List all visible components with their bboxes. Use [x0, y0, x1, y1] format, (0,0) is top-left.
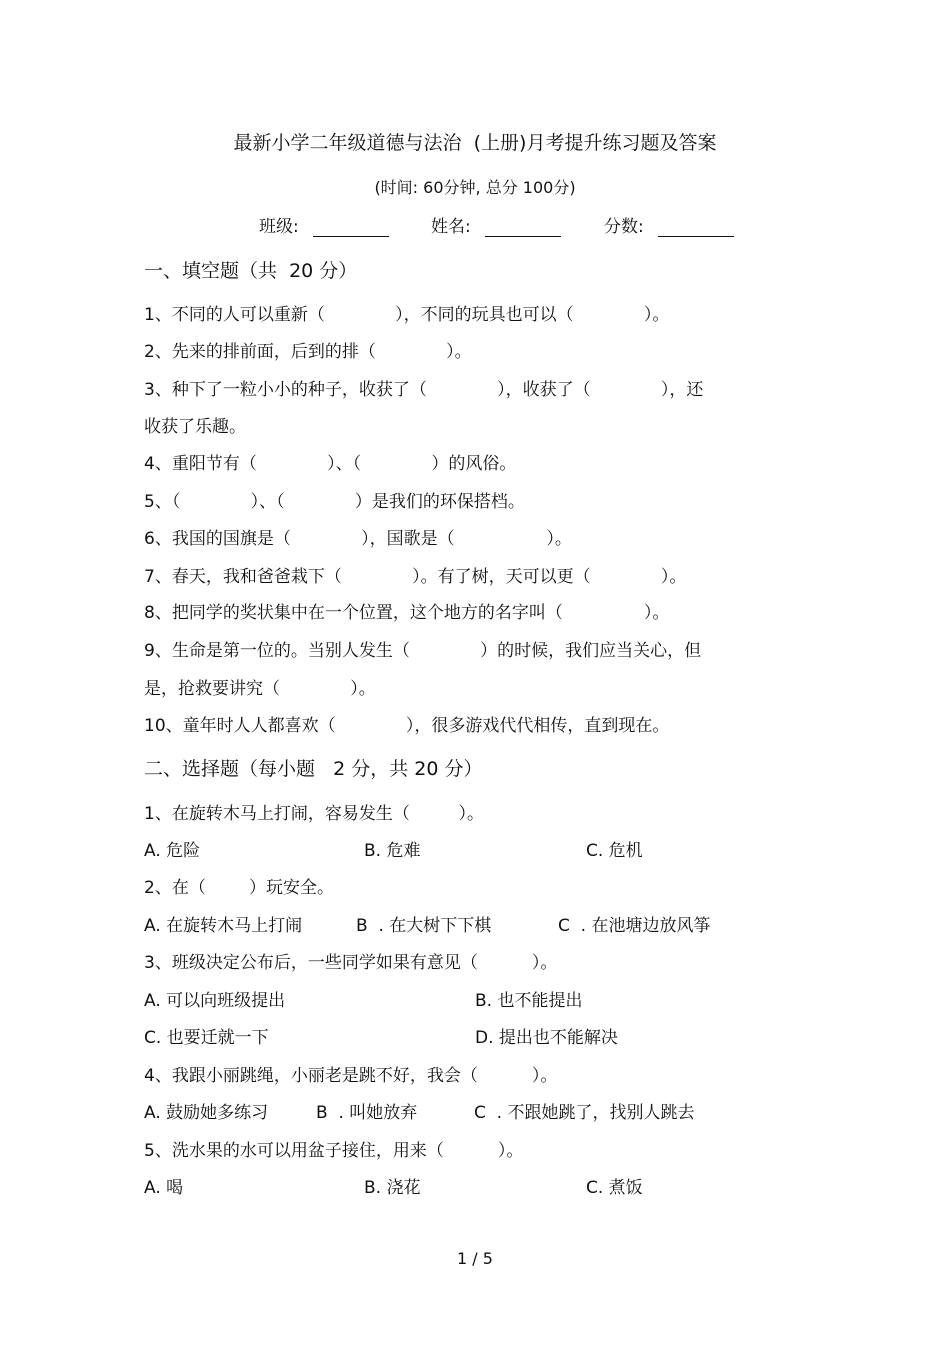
option-a: A. 鼓励她多练习: [144, 1103, 269, 1123]
class-field: [259, 212, 389, 237]
name-field: [431, 212, 561, 237]
question-line: 4、重阳节有（ ）、（ ）的风俗。: [144, 454, 517, 474]
question-line: 5、（ ）、（ ）是我们的环保搭档。: [144, 492, 525, 512]
question-line: 2、先来的排前面，后到的排（ ）。: [144, 342, 472, 362]
option-a: A. 可以向班级提出: [144, 991, 286, 1011]
question-line: 1、不同的人可以重新（ ），不同的玩具也可以（ ）。: [144, 305, 670, 325]
option-b: B. 浇花: [364, 1178, 421, 1198]
score-field: [604, 212, 734, 237]
option-c: C . 在池塘边放风筝: [558, 916, 711, 936]
page-title: 最新小学二年级道德与法治 (上册)月考提升练习题及答案: [233, 132, 717, 154]
option-a: A. 喝: [144, 1178, 184, 1198]
question-line: 5、洗水果的水可以用盆子接住，用来（ ）。: [144, 1141, 524, 1161]
exam-subtitle: (时间: 60分钟, 总分 100分): [374, 178, 576, 197]
question-line: 6、我国的国旗是（ ），国歌是（ ）。: [144, 529, 572, 549]
name-label: 姓名:: [431, 217, 471, 237]
page-number: 1 / 5: [457, 1249, 493, 1268]
option-b: B. 也不能提出: [475, 991, 583, 1011]
class-label: 班级:: [259, 217, 299, 237]
question-line: 7、春天，我和爸爸栽下（ ）。有了树，天可以更（ ）。: [144, 567, 687, 587]
question-line: 9、生命是第一位的。当别人发生（ ）的时候，我们应当关心，但: [144, 641, 702, 661]
option-b: B . 在大树下下棋: [356, 916, 492, 936]
option-c: C . 不跟她跳了，找别人跳去: [474, 1103, 695, 1123]
section-heading-fill-blank: 一、填空题（共 20 分）: [144, 260, 358, 282]
question-line: 3、班级决定公布后，一些同学如果有意见（ ）。: [144, 953, 558, 973]
score-blank: [658, 218, 734, 237]
name-blank: [485, 218, 561, 237]
question-line: 是，抢救要讲究（ ）。: [144, 679, 376, 699]
student-info-row: [0, 212, 950, 238]
question-line: 收获了乐趣。: [144, 417, 246, 437]
class-blank: [313, 218, 389, 237]
option-b: B . 叫她放弃: [316, 1103, 418, 1123]
option-b: B. 危难: [364, 841, 421, 861]
option-a: A. 危险: [144, 841, 201, 861]
option-d: D. 提出也不能解决: [475, 1028, 618, 1048]
option-a: A. 在旋转木马上打闹: [144, 916, 303, 936]
question-line: 3、种下了一粒小小的种子，收获了（ ），收获了（ ），还: [144, 380, 704, 400]
option-c: C. 煮饭: [586, 1178, 643, 1198]
option-c: C. 也要迁就一下: [144, 1028, 269, 1048]
question-line: 10、童年时人人都喜欢（ ），很多游戏代代相传，直到现在。: [144, 716, 670, 736]
question-line: 4、我跟小丽跳绳，小丽老是跳不好，我会（ ）。: [144, 1066, 558, 1086]
question-line: 2、在（ ）玩安全。: [144, 878, 335, 898]
section-heading-multiple-choice: 二、选择题（每小题 2 分，共 20 分）: [144, 758, 483, 780]
question-line: 8、把同学的奖状集中在一个位置，这个地方的名字叫（ ）。: [144, 603, 670, 623]
score-label: 分数:: [604, 217, 644, 237]
option-c: C. 危机: [586, 841, 643, 861]
question-line: 1、在旋转木马上打闹，容易发生（ ）。: [144, 804, 484, 824]
